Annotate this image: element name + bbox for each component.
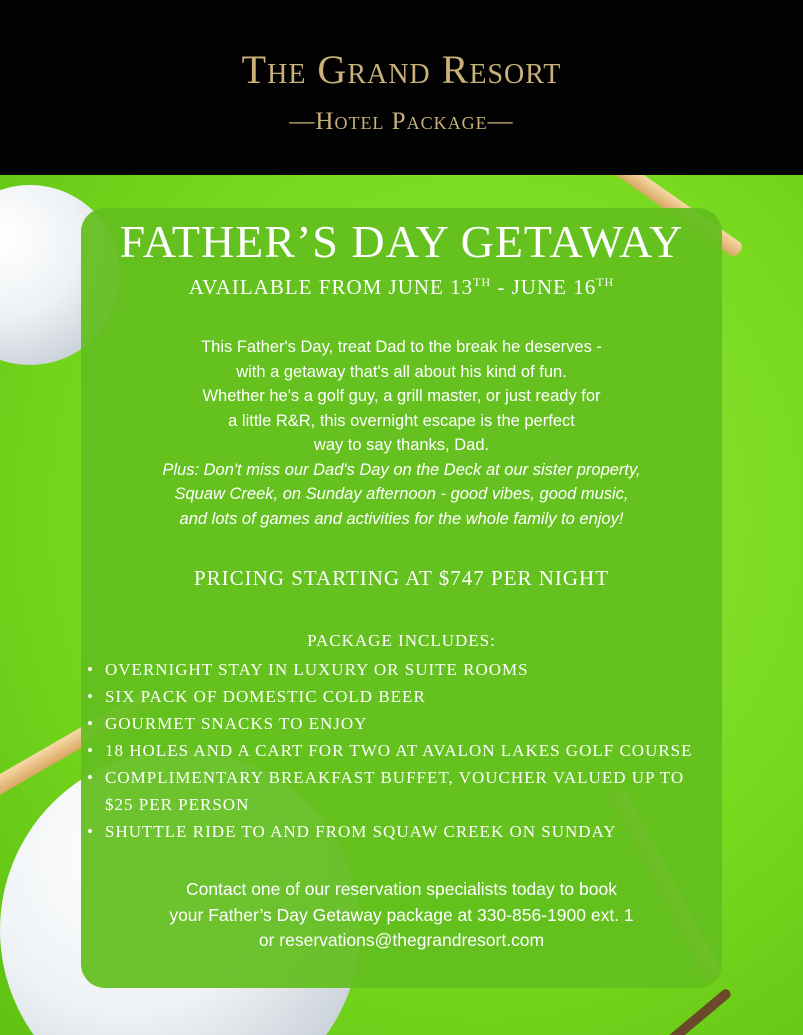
list-item: • SIX PACK OF DOMESTIC COLD BEER	[87, 683, 712, 710]
contact-info	[81, 877, 722, 954]
availability-end: - JUNE 16	[491, 275, 597, 299]
intro-line: This Father's Day, treat Dad to the break he deserves -	[201, 338, 602, 356]
contact-line: or reservations@thegrandresort.com	[258, 930, 545, 950]
list-item: • 18 HOLES AND A CART FOR TWO AT AVALON LAKES GOLF COURSE	[87, 737, 712, 764]
list-item: • COMPLIMENTARY BREAKFAST BUFFET, VOUCHER VALUED UP TO $25 PER PERSON	[87, 764, 712, 818]
list-item: • OVERNIGHT STAY IN LUXURY OR SUITE ROOMS	[87, 656, 712, 683]
availability-start: AVAILABLE FROM JUNE 13	[188, 275, 474, 299]
availability-sup-end: TH	[596, 275, 615, 289]
golf-tee-image	[657, 987, 732, 1035]
offer-card	[81, 208, 722, 988]
plus-line: Squaw Creek, on Sunday afternoon - good vibes, good music,	[174, 485, 629, 503]
availability-dates	[81, 268, 722, 301]
includes-list	[87, 656, 712, 845]
intro-line: way to say thanks, Dad.	[313, 436, 490, 454]
brand-name: The Grand Resort	[241, 47, 562, 92]
availability-sup-start: TH	[473, 275, 492, 289]
intro-line: Whether he's a golf guy, a grill master, or just ready for	[202, 387, 601, 405]
offer-description	[101, 335, 702, 531]
list-item: • SHUTTLE RIDE TO AND FROM SQUAW CREEK ON SUNDAY	[87, 818, 712, 845]
contact-line: Contact one of our reservation specialists today to book	[186, 879, 617, 899]
list-item: • GOURMET SNACKS TO ENJOY	[87, 710, 712, 737]
intro-line: with a getaway that's all about his kind of fun.	[236, 362, 567, 381]
includes-heading: PACKAGE INCLUDES:	[307, 631, 496, 650]
pricing-text: PRICING STARTING AT $747 PER NIGHT	[193, 566, 610, 590]
package-subtitle: —Hotel Package—	[289, 108, 514, 135]
intro-line: a little R&R, this overnight escape is the perfect	[228, 411, 575, 430]
plus-line: and lots of games and activities for the whole family to enjoy!	[179, 509, 624, 528]
offer-title: FATHER’S DAY GETAWAY	[119, 216, 684, 267]
plus-line: Plus: Don't miss our Dad's Day on the Deck at our sister property,	[162, 460, 641, 479]
header-banner	[0, 0, 803, 175]
contact-line: your Father’s Day Getaway package at 330-856-1900 ext. 1	[169, 904, 634, 925]
